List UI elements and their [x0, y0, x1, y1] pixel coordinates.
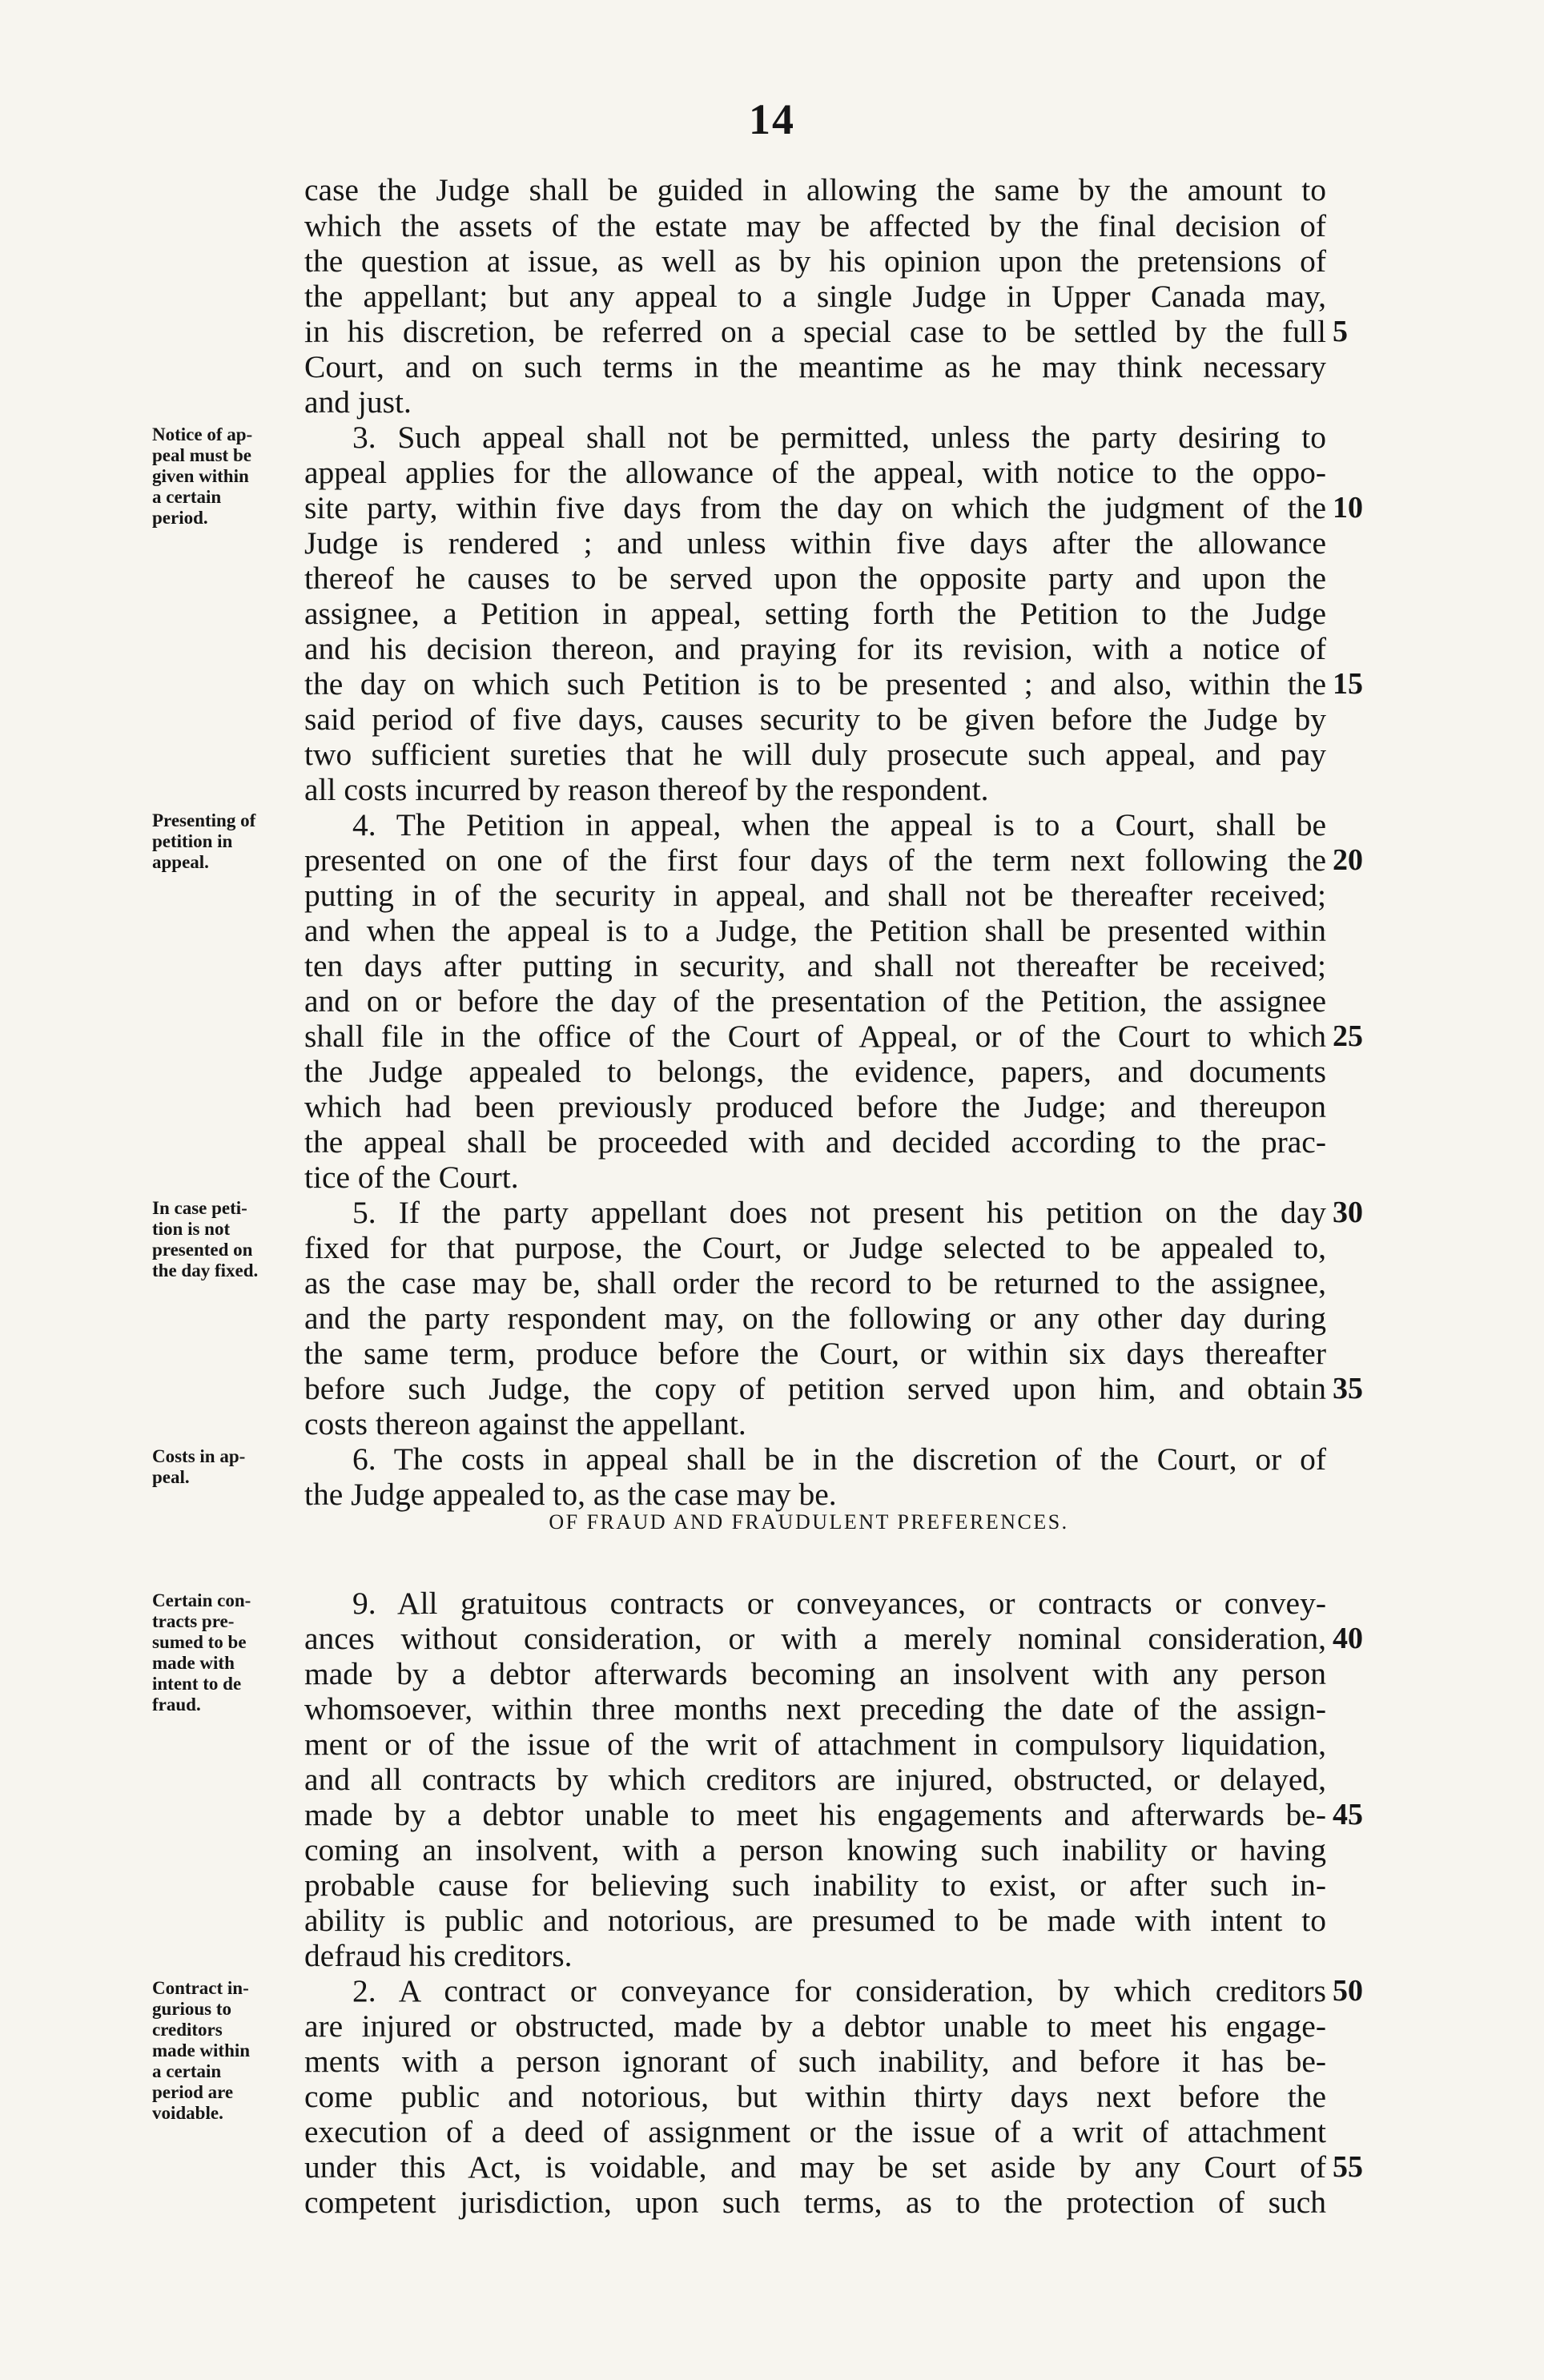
text-line: whomsoever, within three months next preceding the date of the assign- — [304, 1691, 1326, 1727]
text-line: fixed for that purpose, the Court, or Judge selected to be appealed to, — [304, 1230, 1326, 1265]
text-line: costs thereon against the appellant. — [304, 1406, 746, 1441]
text-line: two sufficient sureties that he will duly prosecute such appeal, and pay — [304, 737, 1326, 772]
line-number: 10 — [1333, 491, 1363, 525]
line-number: 50 — [1333, 1974, 1363, 2008]
text-line: the appeal shall be proceeded with and decided according to the prac- — [304, 1124, 1326, 1160]
text-line: the Judge appealed to, as the case may be. — [304, 1477, 837, 1512]
text-line: Court, and on such terms in the meantime as he may think necessary — [304, 349, 1326, 384]
margin-note: In case peti- tion is not presented on the day fixed. — [152, 1198, 259, 1280]
text-line: case the Judge shall be guided in allowing the same by the amount to — [304, 172, 1326, 207]
text-line: shall file in the office of the Court of Appeal, or of the Court to which — [304, 1019, 1326, 1054]
text-line: putting in of the security in appeal, and shall not be thereafter received; — [304, 878, 1326, 913]
section-heading: OF FRAUD AND FRAUDULENT PREFERENCES. — [549, 1510, 1069, 1534]
text-line: in his discretion, be referred on a special case to be settled by the full — [304, 314, 1326, 349]
text-line: which the assets of the estate may be affected by the final decision of — [304, 208, 1326, 243]
text-line: ances without consideration, or with a merely nominal consideration, — [304, 1621, 1326, 1656]
line-number: 15 — [1333, 667, 1363, 701]
margin-note: Notice of ap- peal must be given within a certain period. — [152, 424, 253, 528]
text-line: tice of the Court. — [304, 1160, 519, 1195]
text-line: 6. The costs in appeal shall be in the discretion of the Court, or of — [352, 1441, 1326, 1477]
text-line: the question at issue, as well as by his opinion upon the pretensions of — [304, 243, 1326, 279]
text-line: the day on which such Petition is to be presented ; and also, within the — [304, 666, 1326, 702]
text-line: made by a debtor unable to meet his engagements and afterwards be- — [304, 1797, 1326, 1832]
line-number: 20 — [1333, 843, 1363, 877]
margin-note: Contract in- gurious to creditors made within a certain period are voidable. — [152, 1978, 251, 2123]
text-line: which had been previously produced before the Judge; and thereupon — [304, 1089, 1326, 1124]
text-line: all costs incurred by reason thereof by the respondent. — [304, 772, 989, 807]
text-line: and the party respondent may, on the following or any other day during — [304, 1301, 1326, 1336]
page-number: 14 — [749, 95, 795, 143]
text-line: appeal applies for the allowance of the appeal, with notice to the oppo- — [304, 455, 1326, 490]
margin-note: Certain con- tracts pre- sumed to be made with intent to de fraud. — [152, 1590, 251, 1715]
text-line: ments with a person ignorant of such inability, and before it has be- — [304, 2044, 1326, 2079]
text-line: Judge is rendered ; and unless within five days after the allowance — [304, 525, 1326, 561]
text-line: the appellant; but any appeal to a single Judge in Upper Canada may, — [304, 279, 1326, 314]
line-number: 55 — [1333, 2150, 1363, 2184]
text-line: 4. The Petition in appeal, when the appeal is to a Court, shall be — [352, 807, 1326, 842]
text-line: ment or of the issue of the writ of attachment in compulsory liquidation, — [304, 1727, 1326, 1762]
text-line: ten days after putting in security, and shall not thereafter be received; — [304, 948, 1326, 983]
margin-note: Costs in ap- peal. — [152, 1446, 246, 1487]
text-line: competent jurisdiction, upon such terms, as to the protection of such — [304, 2185, 1326, 2220]
text-line: 3. Such appeal shall not be permitted, unless the party desiring to — [352, 420, 1326, 455]
text-line: and just. — [304, 384, 412, 420]
text-line: and his decision thereon, and praying for its revision, with a notice of — [304, 631, 1326, 666]
text-line: 5. If the party appellant does not present his petition on the day — [352, 1195, 1326, 1230]
text-line: thereof he causes to be served upon the opposite party and upon the — [304, 561, 1326, 596]
text-line: and on or before the day of the presentation of the Petition, the assignee — [304, 983, 1326, 1019]
line-number: 35 — [1333, 1372, 1363, 1405]
text-line: assignee, a Petition in appeal, setting forth the Petition to the Judge — [304, 596, 1326, 631]
text-line: execution of a deed of assignment or the issue of a writ of attachment — [304, 2114, 1326, 2149]
text-line: the same term, produce before the Court, or within six days thereafter — [304, 1336, 1326, 1371]
text-line: coming an insolvent, with a person knowing such inability or having — [304, 1832, 1326, 1867]
line-number: 45 — [1333, 1798, 1363, 1831]
text-line: 2. A contract or conveyance for consideration, by which creditors — [352, 1973, 1326, 2008]
text-line: under this Act, is voidable, and may be set aside by any Court of — [304, 2149, 1326, 2185]
line-number: 25 — [1333, 1019, 1363, 1053]
text-line: before such Judge, the copy of petition served upon him, and obtain — [304, 1371, 1326, 1406]
line-number: 30 — [1333, 1196, 1363, 1229]
text-line: made by a debtor afterwards becoming an insolvent with any person — [304, 1656, 1326, 1691]
text-line: probable cause for believing such inability to exist, or after such in- — [304, 1867, 1326, 1903]
text-line: and all contracts by which creditors are injured, obstructed, or delayed, — [304, 1762, 1326, 1797]
text-line: the Judge appealed to belongs, the evidence, papers, and documents — [304, 1054, 1326, 1089]
text-line: as the case may be, shall order the record to be returned to the assignee, — [304, 1265, 1326, 1301]
text-line: and when the appeal is to a Judge, the Petition shall be presented within — [304, 913, 1326, 948]
text-line: said period of five days, causes security to be given before the Judge by — [304, 702, 1326, 737]
text-line: ability is public and notorious, are presumed to be made with intent to — [304, 1903, 1326, 1938]
text-line: 9. All gratuitous contracts or conveyances, or contracts or convey- — [352, 1586, 1326, 1621]
line-number: 40 — [1333, 1622, 1363, 1655]
text-line: defraud his creditors. — [304, 1938, 573, 1973]
text-line: come public and notorious, but within thirty days next before the — [304, 2079, 1326, 2114]
text-line: presented on one of the first four days of the term next following the — [304, 842, 1326, 878]
margin-note: Presenting of petition in appeal. — [152, 810, 256, 872]
line-number: 5 — [1333, 315, 1348, 348]
text-line: are injured or obstructed, made by a debtor unable to meet his engage- — [304, 2008, 1326, 2044]
text-line: site party, within five days from the day on which the judgment of the — [304, 490, 1326, 525]
